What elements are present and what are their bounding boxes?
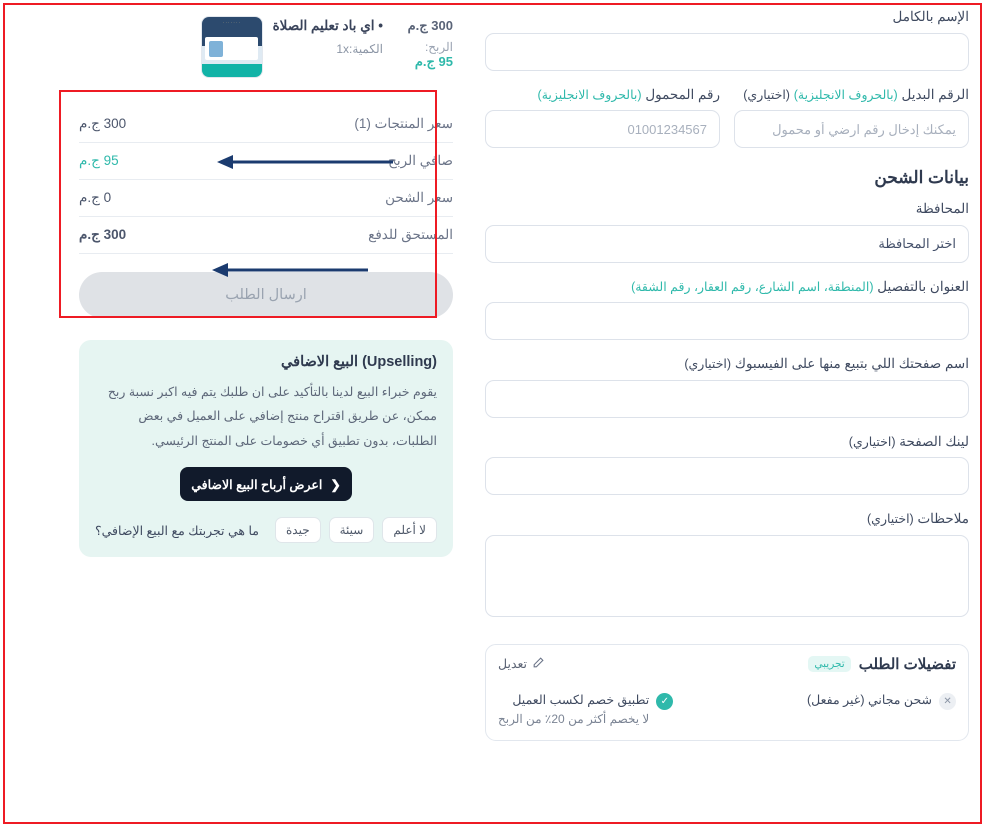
upselling-title-ar: البيع الاضافي (281, 354, 359, 370)
page-link-input[interactable] (485, 457, 969, 495)
check-icon: ✓ (656, 693, 673, 710)
governorate-label: المحافظة (915, 201, 969, 217)
upselling-title (95, 354, 437, 370)
chip-bad[interactable]: سيئة (329, 517, 375, 543)
total-row-shipping-value: 0 ج.م (79, 190, 112, 205)
close-icon: ✕ (939, 693, 956, 710)
customer-form-column (475, 8, 975, 827)
product-line-item (55, 16, 475, 78)
chip-good[interactable]: جيدة (275, 517, 321, 543)
total-row-profit-label: صافي الربح (388, 153, 453, 168)
notes-label-text: ملاحظات (917, 511, 969, 527)
alt-phone-optional: (اختياري) (743, 87, 790, 102)
order-preferences-card (485, 644, 969, 741)
product-title: • اي باد تعليم الصلاة (272, 18, 383, 33)
mobile-field (485, 86, 720, 149)
discount-texts (498, 691, 649, 728)
address-label (487, 278, 969, 296)
total-row-due-label: المستحق للدفع (368, 227, 453, 242)
mobile-hint: (بالحروف الانجليزية) (537, 87, 642, 102)
page-name-label-text: اسم صفحتك اللي بتبيع منها على الفيسبوك (734, 356, 969, 372)
page-link-label (487, 433, 969, 451)
upselling-survey (95, 517, 437, 543)
product-quantity: الكمية:1x (336, 42, 383, 56)
page-name-optional: (اختياري) (684, 357, 732, 372)
alt-phone-label-text: الرقم البديل (901, 86, 969, 102)
fullname-input[interactable] (485, 33, 969, 71)
page-name-label (487, 355, 969, 373)
page-link-optional: (اختياري) (848, 434, 896, 449)
discount-pref[interactable] (498, 691, 673, 728)
discount-sub: لا يخصم أكثر من 20٪ من الربح (498, 711, 650, 726)
notes-label (487, 510, 969, 528)
alt-phone-input[interactable] (734, 110, 969, 148)
order-preferences-body (498, 691, 956, 728)
upselling-body: يقوم خبراء البيع لدينا بالتأكيد على ان طلبك يتم فيه اكبر نسبة ربح ممكن، عن طريق اقتراح منتج إضافي على العميل في بعض الطلبات، بدون تطبيق أي خصومات على المنتج الرئيسي. (107, 385, 437, 448)
address-label-text: العنوان بالتفصيل (877, 278, 969, 294)
free-shipping-label: شحن مجاني (867, 692, 932, 707)
total-row-products-value: 300 ج.م (79, 116, 127, 131)
free-shipping-main (807, 691, 932, 710)
total-row-profit (79, 143, 453, 180)
mobile-input[interactable] (485, 110, 720, 148)
product-meta (273, 16, 383, 56)
page-link-label-text: لينك الصفحة (899, 433, 969, 449)
product-price-block (393, 16, 453, 70)
upselling-survey-question: ما هي تجربتك مع البيع الإضافي؟ (95, 523, 259, 538)
notes-textarea[interactable] (485, 535, 969, 617)
totals-list (55, 90, 475, 254)
edit-preferences-button[interactable] (498, 656, 545, 672)
product-price: 300 ج.م (407, 18, 453, 33)
address-hint: (المنطقة، اسم الشارع، رقم العقار، رقم الشقة) (631, 279, 874, 294)
total-row-due (79, 217, 453, 254)
show-upselling-profits-button[interactable] (180, 467, 352, 501)
alt-phone-hint: (بالحروف الانجليزية) (793, 87, 898, 102)
show-upselling-profits-label: اعرض أرباح البيع الاضافي (191, 477, 323, 492)
fullname-label-text: الإسم بالكامل (892, 9, 969, 24)
alt-phone-field (734, 86, 969, 149)
chip-dont-know[interactable]: لا أعلم (382, 517, 437, 543)
upselling-card (79, 340, 453, 557)
edit-preferences-label: تعديل (498, 657, 528, 672)
discount-main: تطبيق خصم لكسب العميل (512, 692, 650, 707)
free-shipping-pref[interactable] (807, 691, 956, 710)
order-preferences-title: تفضيلات الطلب (858, 655, 956, 673)
order-preferences-header (498, 655, 956, 673)
upselling-title-en: (Upselling) (362, 354, 437, 370)
product-thumbnail: . . . . . . . (201, 16, 263, 78)
alt-phone-label (736, 86, 969, 104)
phone-fields-row (485, 86, 969, 149)
order-preferences-title-group (808, 655, 956, 673)
total-row-shipping (79, 180, 453, 217)
total-row-profit-value: 95 ج.م (79, 153, 119, 168)
notes-optional: (اختياري) (867, 512, 914, 527)
governorate-select[interactable] (485, 225, 969, 263)
product-profit-label: الربح: (424, 40, 453, 54)
total-row-shipping-label: سعر الشحن (385, 190, 453, 205)
page-name-input[interactable] (485, 380, 969, 418)
shipping-section-title: بيانات الشحن (874, 168, 969, 188)
fullname-label (487, 8, 969, 26)
mobile-label (487, 86, 720, 104)
free-shipping-texts (807, 691, 932, 710)
upselling-survey-chips (275, 517, 437, 543)
order-summary-column (55, 8, 475, 827)
address-input[interactable] (485, 302, 969, 340)
total-row-products-label: سعر المنتجات (1) (354, 116, 453, 131)
totals-wrapper (55, 90, 475, 318)
submit-order-button[interactable]: ارسال الطلب (79, 272, 453, 318)
chevron-left-icon: ❮ (330, 477, 341, 492)
beta-badge: تجريبي (808, 656, 850, 672)
total-row-due-value: 300 ج.م (79, 227, 127, 242)
total-row-products (79, 106, 453, 143)
pencil-icon (532, 656, 545, 672)
mobile-label-text: رقم المحمول (645, 86, 720, 102)
free-shipping-state: (غير مفعل) (806, 692, 865, 707)
product-profit-value: 95 ج.م (414, 54, 453, 69)
